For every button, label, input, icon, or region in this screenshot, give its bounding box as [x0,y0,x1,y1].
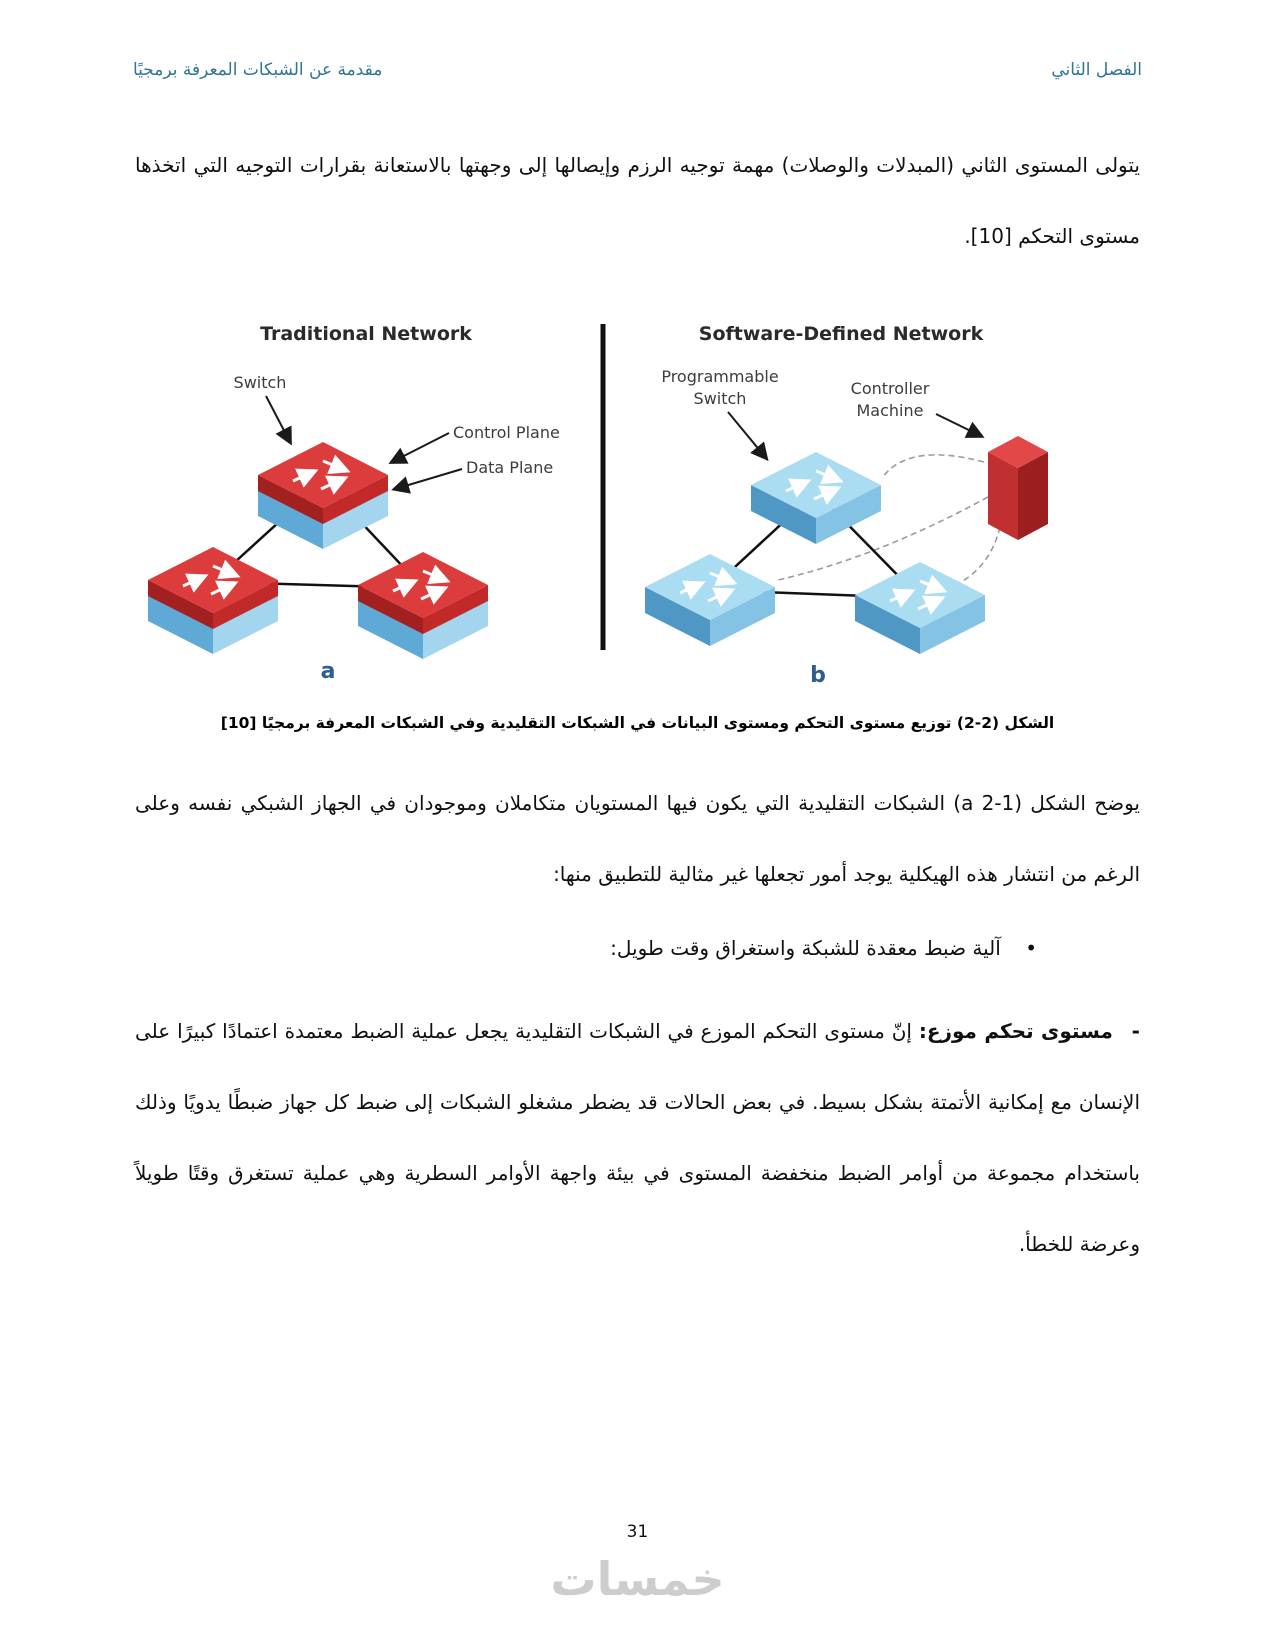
controller-machine [988,436,1048,540]
list-item-distributed-control [135,996,1140,1280]
network-figure [138,312,1138,712]
header-chapter: الفصل الثاني [1051,60,1142,80]
switch-pointer-arrow [266,396,290,442]
control-plane-label: Control Plane [453,423,560,442]
figure-caption: الشكل (2-2) توزيع مستوى التحكم ومستوى البيانات في الشبكات التقليدية وفي الشبكات المعرفة برمجيًا [10] [220,714,1055,732]
sdn-switch-left [645,554,775,646]
traditional-switch-top [258,442,388,549]
item-term: مستوى تحكم موزع: [918,1019,1113,1043]
bullet-text: آلية ضبط معقدة للشبكة واستغراق وقت طويل: [610,936,1001,960]
sdn-switch-top [751,452,881,544]
controller-machine-label-line2: Machine [856,401,924,420]
traditional-switch-right [358,552,488,659]
data-plane-pointer-arrow [395,469,462,489]
switch-label: Switch [233,373,287,392]
figure-a-label: a [320,659,336,684]
control-plane-pointer-arrow [392,433,449,462]
page-header [133,60,1142,80]
bullet-item [135,936,1037,960]
controller-pointer-arrow [936,414,981,436]
figure-diagram [138,312,1138,712]
programmable-switch-label-line1: Programmable [661,367,779,386]
intro-paragraph: يتولى المستوى الثاني (المبدلات والوصلات) مهمة توجيه الرزم وإيصالها إلى وجهتها بالاستعانة بقرارات التوجيه التي اتخذها مستوى التحكم [10]. [135,153,1140,248]
dash-marker: - [1131,1019,1140,1043]
programmable-switch-pointer-arrow [728,412,766,458]
header-doc-title: مقدمة عن الشبكات المعرفة برمجيًا [133,60,383,80]
traditional-network-title: Traditional Network [260,323,472,345]
sdn-title: Software-Defined Network [698,323,984,345]
page-number: 31 [626,1522,649,1542]
traditional-switch-left [148,547,278,654]
controller-machine-label-line1: Controller [850,379,930,398]
bullet-marker: • [1025,936,1037,960]
programmable-switch-label-line2: Switch [693,389,747,408]
item-text: إنّ مستوى التحكم الموزع في الشبكات التقليدية يجعل عملية الضبط معتمدة اعتمادًا كبيرًا على الإنسان مع إمكانية الأتمتة بشكل بسيط. في بعض الحالات قد يضطر مشغلو الشبكات إلى ضبط كل جهاز ضبطًا يدويًا وذلك باستخدام مجموعة من أوامر الضبط منخفضة المستوى في بيئة واجهة الأوامر السطرية وهي عملية تستغرق وقتًا طويلاً وعرضة للخطأ. [135,1019,1140,1256]
figure-b-label: b [810,663,826,688]
body-paragraph: يوضح الشكل (a 2-1) الشبكات التقليدية التي يكون فيها المستويان متكاملان وموجودان في الجهاز الشبكي نفسه وعلى الرغم من انتشار هذه الهيكلية يوجد أمور تجعلها غير مثالية للتطبيق منها: [135,791,1141,886]
watermark: خمسات [550,1552,725,1606]
data-plane-label: Data Plane [466,458,554,477]
sdn-switch-right [855,562,985,654]
controller-dashed-link [882,455,984,478]
